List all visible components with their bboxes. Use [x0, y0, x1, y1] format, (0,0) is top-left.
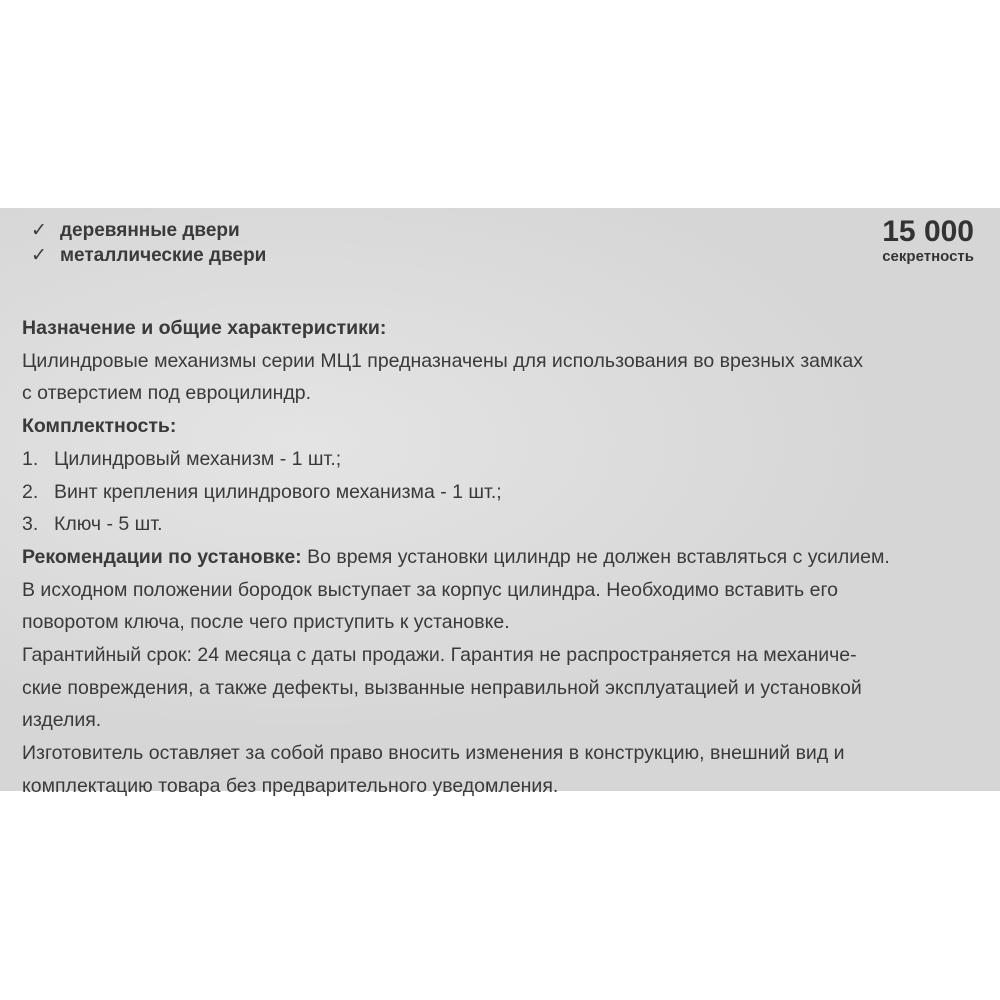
- purpose-heading: Назначение и общие характеристики:: [22, 317, 387, 339]
- secrecy-badge: [882, 216, 974, 265]
- kit-item: 2. Винт крепления цилиндрового механизма - 1 шт.;: [22, 480, 502, 503]
- warranty-line: Гарантийный срок: 24 месяца с даты продажи. Гарантия не распространяется на механиче-: [22, 644, 857, 667]
- checkmark-icon: ✓: [31, 220, 47, 241]
- checkmark-icon: ✓: [31, 245, 47, 266]
- text-line: поворотом ключа, после чего приступить к установке.: [22, 611, 510, 634]
- warranty-line: ские повреждения, а также дефекты, вызванные неправильной эксплуатацией и установкой: [22, 676, 862, 699]
- description-text: [22, 312, 992, 803]
- feature-item: ✓ деревянные двери: [28, 218, 266, 243]
- product-label-card: [0, 208, 1000, 797]
- kit-heading: Комплектность:: [22, 415, 177, 438]
- manufacturer-line: комплектацию товара без предварительного уведомления.: [22, 774, 559, 797]
- manufacturer-line: Изготовитель оставляет за собой право вносить изменения в конструкцию, внешний вид и: [22, 742, 845, 765]
- secrecy-value: 15 000: [882, 215, 974, 248]
- kit-item: 1. Цилиндровый механизм - 1 шт.;: [22, 447, 342, 470]
- text-line: с отверстием под евроцилиндр.: [22, 382, 311, 405]
- kit-item: 3. Ключ - 5 шт.: [22, 513, 163, 536]
- warranty-line: изделия.: [22, 709, 102, 732]
- feature-item: ✓ металлические двери: [28, 243, 266, 268]
- install-heading: Рекомендации по установке:: [22, 545, 302, 568]
- text-line: В исходном положении бородок выступает за корпус цилиндра. Необходимо вставить его: [22, 578, 838, 601]
- feature-list: [28, 218, 266, 268]
- text-line: Цилиндровые механизмы серии МЦ1 предназначены для использования во врезных замках: [22, 349, 863, 372]
- install-first-line: Рекомендации по установке: Во время установки цилиндр не должен вставляться с усилием.: [22, 545, 890, 568]
- secrecy-label: секретность: [882, 248, 974, 265]
